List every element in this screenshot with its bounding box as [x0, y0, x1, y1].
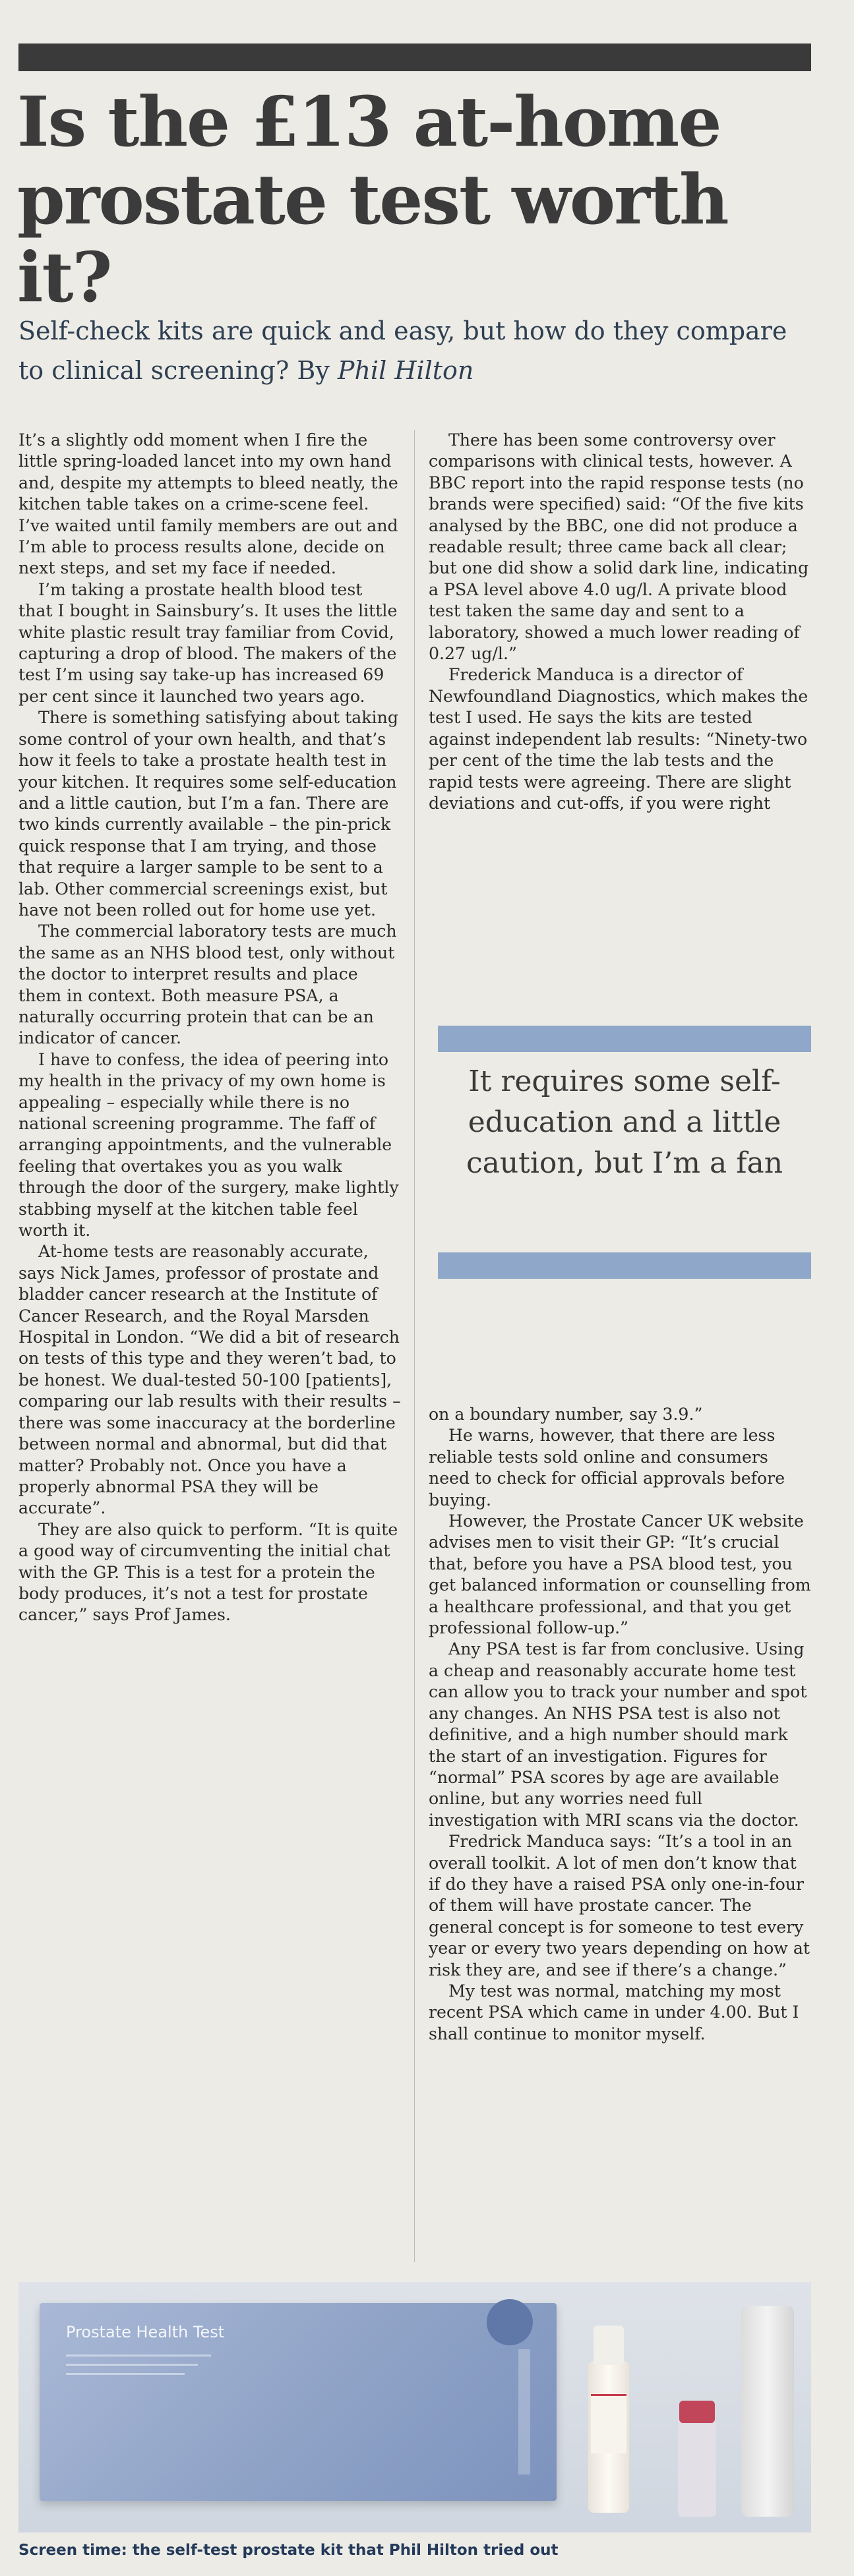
- kit-box-spine: [518, 2349, 530, 2474]
- column-divider: [414, 430, 415, 2262]
- test-kit-box: [40, 2303, 557, 2501]
- paragraph: It’s a slightly odd moment when I fire the little spring-loaded lancet into my own hand and, despite my attempts to bleed neatly, the kitchen table takes on a crime-scene feel. I’ve waited until family members are out and I’m able to process results alone, decide on next steps, and set my face if needed.: [18, 430, 398, 578]
- standfirst-text: Self-check kits are quick and easy, but how do they compare to clinical screening? By: [18, 316, 787, 385]
- bottle-cap: [594, 2326, 624, 2365]
- kit-box-text-line: [66, 2364, 198, 2366]
- byline: Phil Hilton: [337, 356, 474, 385]
- pullquote-top-bar: [438, 1026, 811, 1052]
- photo-caption: Screen time: the self-test prostate kit that Phil Hilton tried out: [18, 2542, 559, 2559]
- paragraph: The commercial laboratory tests are much the same as an NHS blood test, only without the doctor to interpret results and place them in context. Both measure PSA, a naturally occurring protein that can be an indicator of cancer.: [18, 922, 397, 1048]
- kit-badge-icon: [487, 2299, 533, 2345]
- masthead-bar: [18, 44, 811, 71]
- body-column-right-bottom: [429, 1404, 811, 2045]
- pullquote-bottom-bar: [438, 1252, 811, 1279]
- paragraph: Fredrick Manduca says: “It’s a tool in an overall toolkit. A lot of men don’t know that if do they have a raised PSA only one-in-four of them will have prostate cancer. The general concept is for someone to test every year or every two years depending on how at risk they are, and see if there’s a change.”: [429, 1832, 810, 1979]
- kit-box-label: Prostate Health Test: [66, 2323, 225, 2341]
- headline-line-1: Is the £13 at-home: [17, 81, 721, 162]
- paragraph: They are also quick to perform. “It is quite a good way of circumventing the initial chat with the GP. This is a test for a protein the body produces, it’s not a test for prostate cancer,” says Prof James.: [18, 1519, 398, 1625]
- paragraph: He warns, however, that there are less reliable tests sold online and consumers need to check for official approvals before buying.: [429, 1426, 785, 1509]
- headline-line-2: prostate test worth it?: [17, 159, 728, 318]
- paragraph: There has been some controversy over comparisons with clinical tests, however. A BBC report into the rapid response tests (no brands were specified) said: “Of the five kits analysed by the BBC, one did not produce a readable result; three came back all clear; but one did show a solid dark line, indicating a PSA level above 4.0 ug/l. A private blood test taken the same day and sent to a laboratory, showed a much lower reading of 0.27 ug/l.”: [429, 430, 809, 664]
- paragraph: There is something satisfying about taking some control of your own health, and that’s how it feels to take a prostate health test in your kitchen. It requires some self-education and a little caution, but I’m a fan. There are two kinds currently available – the pin-prick quick response that I am trying, and those that require a larger sample to be sent to a lab. Other commercial screenings exist, but have not been rolled out for home use yet.: [18, 708, 398, 920]
- paragraph: Any PSA test is far from conclusive. Using a cheap and reasonably accurate home test can allow you to track your number and spot any changes. An NHS PSA test is also not definitive, and a high number should mark the start of an investigation. Figures for “normal” PSA scores by age are available online, but any worries need full investigation with MRI scans via the doctor.: [429, 1639, 807, 1830]
- paragraph: I’m taking a prostate health blood test that I bought in Sainsbury’s. It uses the little white plastic result tray familiar from Covid, capturing a drop of blood. The makers of the test I’m using say take-up has increased 69 per cent since it launched two years ago.: [18, 579, 398, 706]
- headline: [17, 83, 822, 316]
- vial-cap: [679, 2401, 715, 2423]
- kit-box-text-line: [66, 2355, 211, 2356]
- paragraph: However, the Prostate Cancer UK website advises men to visit their GP: “It’s crucial that, before you have a PSA blood test, you get balanced information or counselling from a healthcare professional, and that you get professional follow-up.”: [429, 1511, 811, 1638]
- body-column-left: [18, 430, 401, 1626]
- paragraph: My test was normal, matching my most recent PSA which came in under 4.00. But I shall continue to monitor myself.: [429, 1981, 799, 2043]
- kit-box-text-line: [66, 2373, 185, 2375]
- paragraph: I have to confess, the idea of peering into my health in the privacy of my own home is appealing – especially while there is no national screening programme. The faff of arranging appointments, and the vulnerable feeling that overtakes you as you walk through the door of the surgery, make lightly stabbing myself at the kitchen table feel worth it.: [18, 1049, 399, 1241]
- sachet-image: [741, 2306, 794, 2517]
- paragraph: on a boundary number, say 3.9.”: [429, 1405, 703, 1424]
- pullquote: It requires some self-education and a little caution, but I’m a fan: [466, 1065, 783, 1180]
- product-photo: [18, 2282, 811, 2532]
- body-column-right-top: [429, 430, 811, 814]
- standfirst: [18, 311, 810, 390]
- paragraph: Frederick Manduca is a director of Newfoundland Diagnostics, which makes the test I used. He says the kits are tested against independent lab results: “Ninety-two per cent of the time the lab tests and the rapid tests were agreeing. There are slight deviations and cut-offs, if you were right: [429, 665, 808, 813]
- paragraph: At-home tests are reasonably accurate, says Nick James, professor of prostate and bladder cancer research at the Institute of Cancer Research, and the Royal Marsden Hospital in London. “We did a bit of research on tests of this type and they weren’t bad, to be honest. We dual-tested 50-100 [patients], comparing our lab results with their results – there was some inaccuracy at the borderline between normal and abnormal, but did that matter? Probably not. Once you have a properly abnormal PSA they will be accurate”.: [18, 1242, 401, 1518]
- vial-image: [678, 2418, 716, 2517]
- bottle-label: [591, 2394, 626, 2453]
